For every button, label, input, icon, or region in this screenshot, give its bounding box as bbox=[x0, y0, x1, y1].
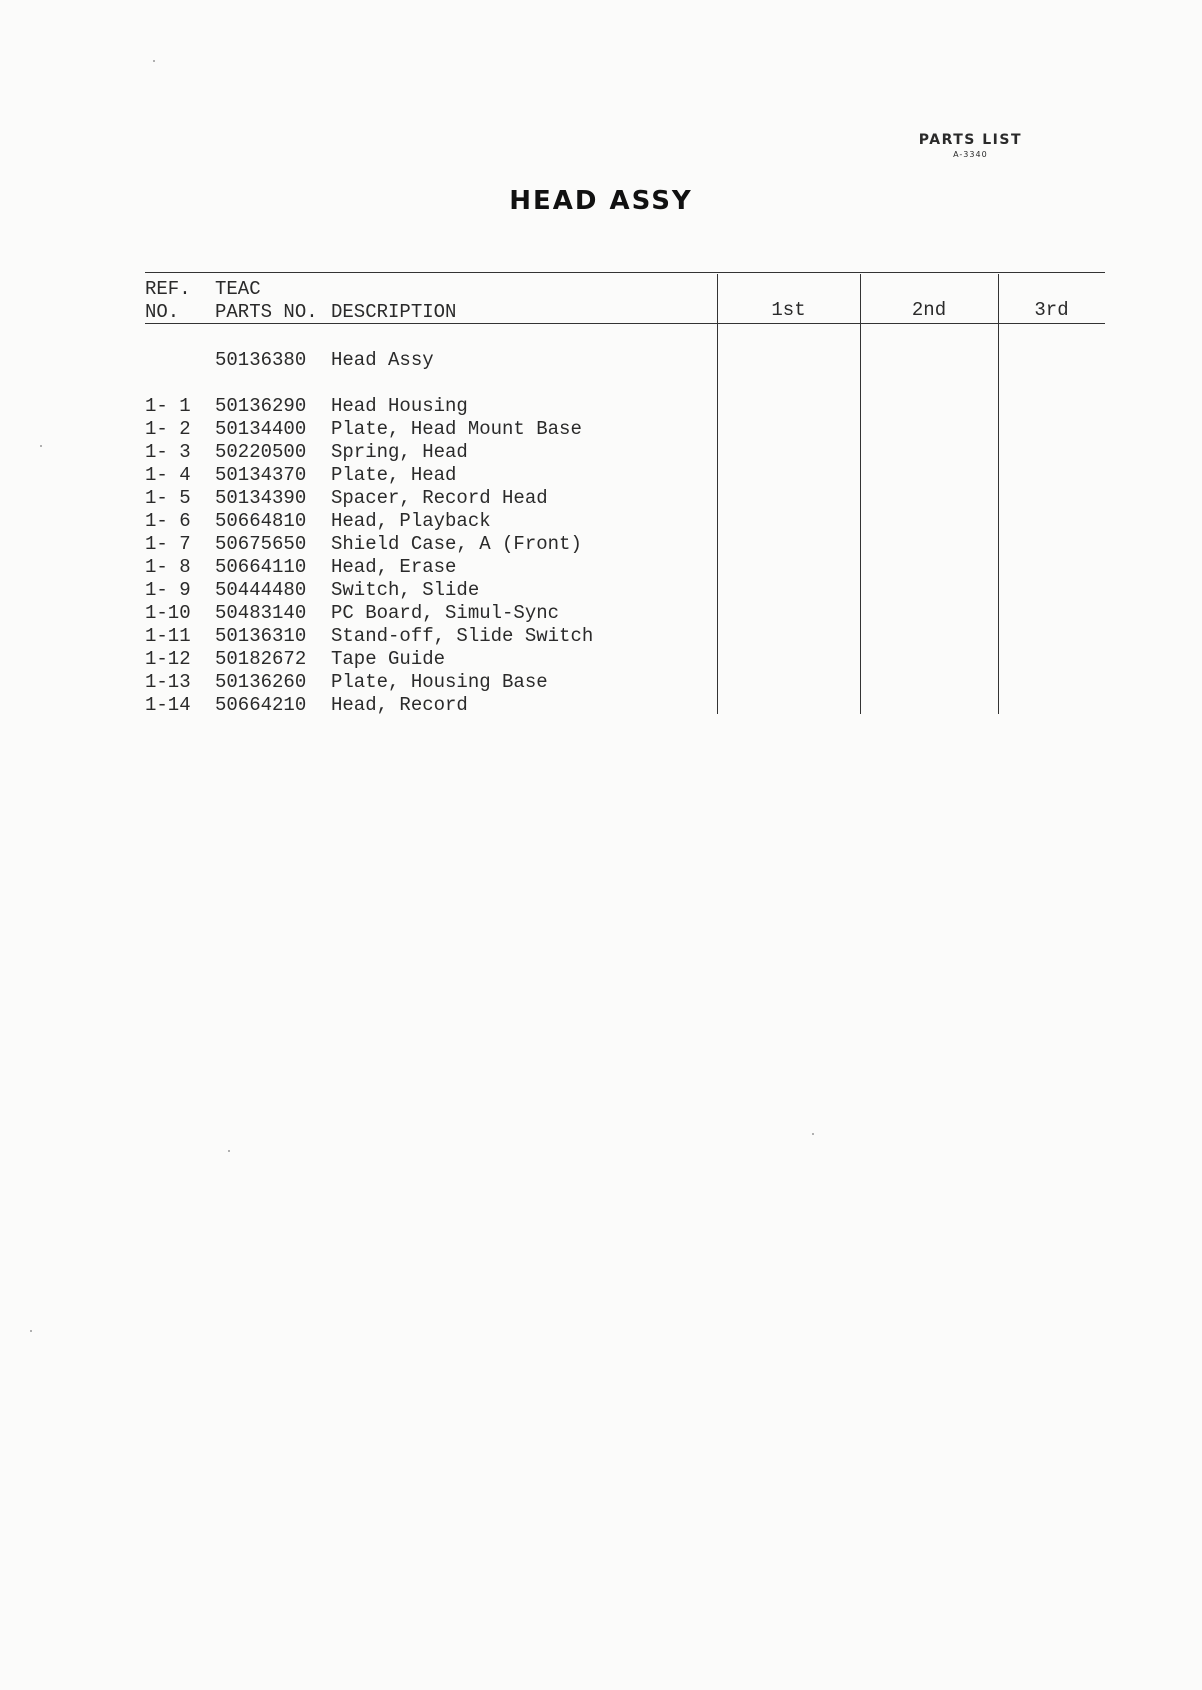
parts-table bbox=[145, 272, 1105, 714]
ref-number: 1- 3 bbox=[145, 441, 191, 463]
part-number: 50220500 bbox=[215, 441, 307, 463]
ref-number: 1-13 bbox=[145, 671, 191, 693]
scan-speck bbox=[153, 60, 155, 62]
column-divider bbox=[717, 274, 718, 714]
ref-number: 1-11 bbox=[145, 625, 191, 647]
part-description: Plate, Head Mount Base bbox=[331, 418, 582, 440]
ref-number: 1- 8 bbox=[145, 556, 191, 578]
ref-number: 1-10 bbox=[145, 602, 191, 624]
column-divider bbox=[998, 274, 999, 714]
col-header-part-2: PARTS NO. bbox=[215, 301, 318, 323]
table-top-rule bbox=[145, 272, 1105, 273]
col-header-part-1: TEAC bbox=[215, 278, 261, 300]
part-number: 50134400 bbox=[215, 418, 307, 440]
part-description: Shield Case, A (Front) bbox=[331, 533, 582, 555]
assembly-description: Head Assy bbox=[331, 349, 434, 371]
col-header-ref-2: NO. bbox=[145, 301, 180, 323]
part-description: Stand-off, Slide Switch bbox=[331, 625, 594, 647]
assembly-part-number: 50136380 bbox=[215, 349, 307, 371]
ref-number: 1- 9 bbox=[145, 579, 191, 601]
ref-number: 1- 6 bbox=[145, 510, 191, 532]
part-description: Head, Playback bbox=[331, 510, 491, 532]
document-header bbox=[919, 132, 1022, 159]
part-number: 50136260 bbox=[215, 671, 307, 693]
col-header-description: DESCRIPTION bbox=[331, 301, 457, 323]
model-number: A-3340 bbox=[953, 150, 988, 159]
part-number: 50675650 bbox=[215, 533, 307, 555]
part-description: Spacer, Record Head bbox=[331, 487, 548, 509]
ref-number: 1-14 bbox=[145, 694, 191, 716]
part-number: 50664210 bbox=[215, 694, 307, 716]
part-description: Switch, Slide bbox=[331, 579, 480, 601]
part-description: Spring, Head bbox=[331, 441, 468, 463]
col-header-ref-1: REF. bbox=[145, 278, 191, 300]
ref-number: 1-12 bbox=[145, 648, 191, 670]
scan-speck bbox=[30, 1330, 32, 1332]
page-title: HEAD ASSY bbox=[509, 186, 693, 216]
column-divider bbox=[860, 274, 861, 714]
scan-speck bbox=[812, 1133, 814, 1135]
scan-speck bbox=[40, 445, 42, 447]
part-number: 50134390 bbox=[215, 487, 307, 509]
ref-number: 1- 4 bbox=[145, 464, 191, 486]
ref-number: 1- 2 bbox=[145, 418, 191, 440]
part-number: 50134370 bbox=[215, 464, 307, 486]
part-number: 50182672 bbox=[215, 648, 307, 670]
part-description: Head Housing bbox=[331, 395, 468, 417]
col-header-3rd: 3rd bbox=[1034, 299, 1069, 321]
part-number: 50444480 bbox=[215, 579, 307, 601]
ref-number: 1- 5 bbox=[145, 487, 191, 509]
col-header-2nd: 2nd bbox=[911, 299, 947, 321]
ref-number: 1- 7 bbox=[145, 533, 191, 555]
part-number: 50136310 bbox=[215, 625, 307, 647]
ref-number: 1- 1 bbox=[145, 395, 191, 417]
part-number: 50664810 bbox=[215, 510, 307, 532]
part-number: 50664110 bbox=[215, 556, 307, 578]
part-description: Plate, Head bbox=[331, 464, 457, 486]
part-number: 50136290 bbox=[215, 395, 307, 417]
part-description: Tape Guide bbox=[331, 648, 446, 670]
part-description: Plate, Housing Base bbox=[331, 671, 548, 693]
scan-speck bbox=[228, 1150, 230, 1152]
part-description: PC Board, Simul-Sync bbox=[331, 602, 560, 624]
doc-type-label: PARTS LIST bbox=[918, 132, 1022, 148]
col-header-1st: 1st bbox=[771, 299, 806, 321]
part-description: Head, Erase bbox=[331, 556, 457, 578]
part-description: Head, Record bbox=[331, 694, 468, 716]
part-number: 50483140 bbox=[215, 602, 307, 624]
